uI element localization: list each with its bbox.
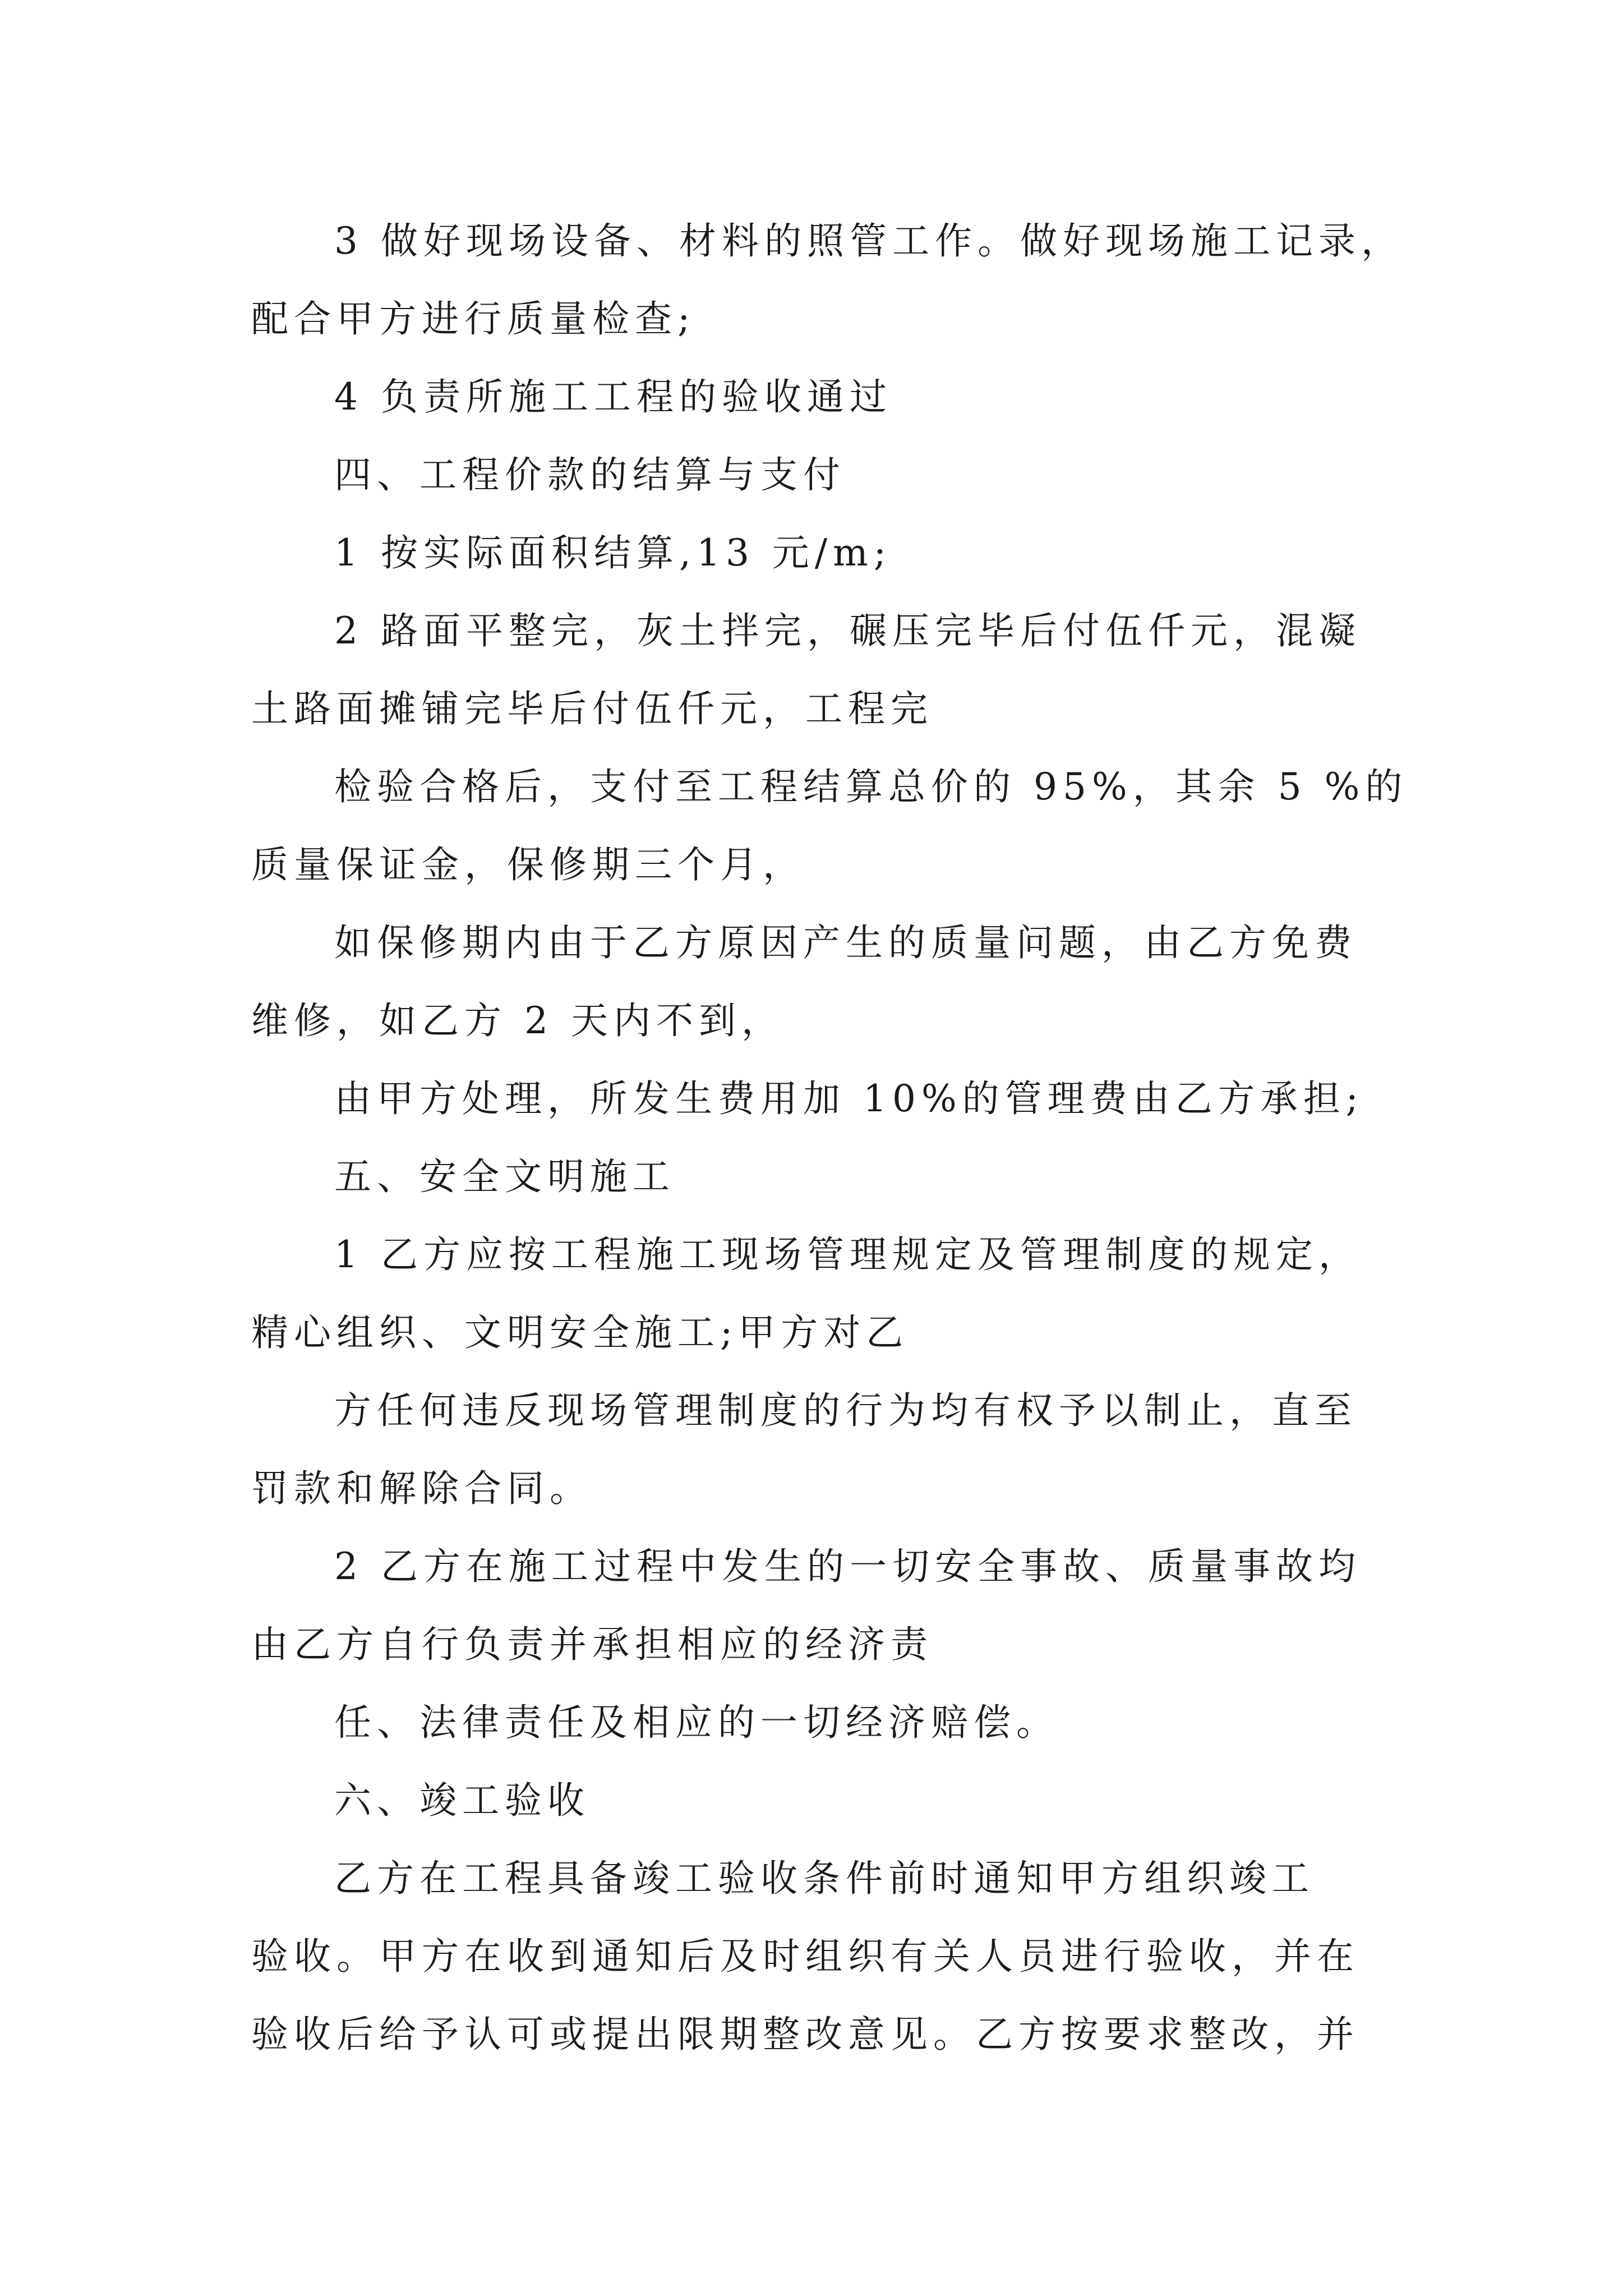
text-line: 2 乙方在施工过程中发生的一切安全事故、质量事故均 [334, 1545, 1361, 1588]
text-line: 任、法律责任及相应的一切经济赔偿。 [334, 1701, 1059, 1744]
text-line: 1 乙方应按工程施工现场管理规定及管理制度的规定， [334, 1233, 1361, 1276]
text-line: 3 做好现场设备、材料的照管工作。做好现场施工记录， [334, 219, 1404, 263]
text-line: 4 负责所施工工程的验收通过 [334, 375, 892, 418]
section-heading: 六、竣工验收 [334, 1779, 590, 1822]
document-body [251, 202, 1408, 2073]
text-line: 验收后给予认可或提出限期整改意见。乙方按要求整改，并 [251, 2013, 1359, 2056]
text-line: 检验合格后，支付至工程结算总价的 95%，其余 5 %的 [334, 765, 1408, 808]
text-line: 乙方在工程具备竣工验收条件前时通知甲方组织竣工 [334, 1857, 1315, 1900]
text-line: 如保修期内由于乙方原因产生的质量问题，由乙方免费 [334, 921, 1357, 964]
text-line: 精心组织、文明安全施工;甲方对乙 [251, 1311, 909, 1354]
text-line: 方任何违反现场管理制度的行为均有权予以制止，直至 [334, 1389, 1357, 1432]
text-line: 由甲方处理，所发生费用加 10%的管理费由乙方承担; [334, 1077, 1364, 1120]
text-line: 验收。甲方在收到通知后及时组织有关人员进行验收，并在 [251, 1935, 1359, 1978]
text-line: 2 路面平整完，灰土拌完，碾压完毕后付伍仟元，混凝 [334, 609, 1361, 652]
text-line: 维修，如乙方 2 天内不到， [251, 999, 784, 1042]
text-line: 配合甲方进行质量检查; [251, 297, 696, 341]
text-line: 由乙方自行负责并承担相应的经济责 [251, 1623, 933, 1666]
section-heading: 五、安全文明施工 [334, 1155, 675, 1198]
text-line: 罚款和解除合同。 [251, 1467, 592, 1510]
text-line: 土路面摊铺完毕后付伍仟元，工程完 [251, 687, 933, 730]
text-line: 1 按实际面积结算,13 元/m; [334, 531, 892, 574]
section-heading: 四、工程价款的结算与支付 [334, 453, 846, 496]
text-line: 质量保证金，保修期三个月， [251, 843, 805, 886]
